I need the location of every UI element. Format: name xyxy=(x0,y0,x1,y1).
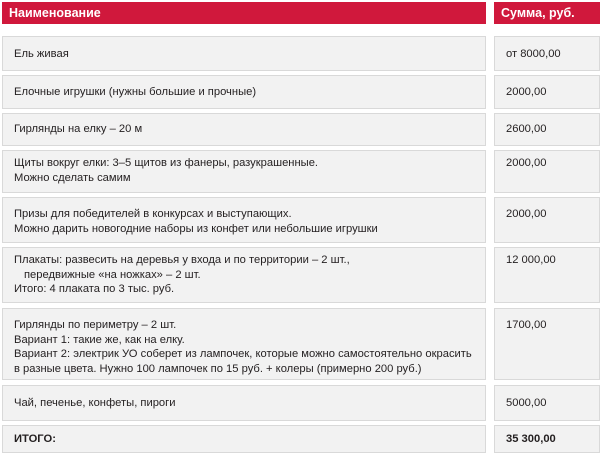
item-name-cell xyxy=(2,75,486,109)
item-line: Призы для победителей в конкурсах и выступающих. xyxy=(14,208,292,220)
column-header-name: Наименование xyxy=(2,2,486,24)
item-line: Гирлянды по периметру – 2 шт. xyxy=(14,319,177,331)
item-amount-cell: 2000,00 xyxy=(494,150,600,193)
item-amount-cell: 1700,00 xyxy=(494,308,600,380)
item-amount-cell: от 8000,00 xyxy=(494,36,600,71)
item-line: Итого: 4 плаката по 3 тыс. руб. xyxy=(14,283,175,295)
item-line: Можно дарить новогодние наборы из конфет или небольшие игрушки xyxy=(14,222,378,235)
table-header xyxy=(0,2,600,24)
table-row xyxy=(0,197,600,243)
item-amount-cell: 2600,00 xyxy=(494,113,600,146)
item-name-cell xyxy=(2,150,486,193)
item-name-cell xyxy=(2,247,486,303)
table-row xyxy=(0,385,600,421)
item-amount-cell: 2000,00 xyxy=(494,197,600,243)
item-line: Гирлянды на елку – 20 м xyxy=(14,123,143,135)
table-row xyxy=(0,308,600,380)
item-line: Можно сделать самим xyxy=(14,171,131,184)
item-name-cell xyxy=(2,113,486,146)
total-amount: 35 300,00 xyxy=(494,425,600,453)
total-label: ИТОГО: xyxy=(2,425,486,453)
item-name-cell xyxy=(2,197,486,243)
table-row xyxy=(0,150,600,193)
item-line: Щиты вокруг елки: 3–5 щитов из фанеры, разукрашенные. xyxy=(14,157,319,169)
item-line: Вариант 2: электрик УО соберет из лампочек, которые можно самостоятельно окрасить xyxy=(14,348,472,360)
item-amount-cell: 12 000,00 xyxy=(494,247,600,303)
item-amount-cell: 2000,00 xyxy=(494,75,600,109)
table-row xyxy=(0,36,600,71)
table-row xyxy=(0,247,600,303)
table-row xyxy=(0,113,600,146)
item-line: в разные цвета. Нужно 100 лампочек по 15 руб. + колеры (примерно 200 руб.) xyxy=(14,362,422,375)
item-line: передвижные «на ножках» – 2 шт. xyxy=(24,268,201,281)
item-line: Плакаты: развесить на деревья у входа и по территории – 2 шт., xyxy=(14,254,350,266)
item-name-cell xyxy=(2,385,486,421)
table-row xyxy=(0,75,600,109)
item-line: Ель живая xyxy=(14,48,69,60)
item-name-cell xyxy=(2,308,486,380)
item-name-cell xyxy=(2,36,486,71)
item-line: Вариант 1: такие же, как на елку. xyxy=(14,333,185,346)
item-line: Чай, печенье, конфеты, пироги xyxy=(14,397,176,409)
item-line: Елочные игрушки (нужны большие и прочные) xyxy=(14,86,257,98)
item-amount-cell: 5000,00 xyxy=(494,385,600,421)
total-row xyxy=(0,425,600,453)
column-header-amount: Сумма, руб. xyxy=(494,2,600,24)
